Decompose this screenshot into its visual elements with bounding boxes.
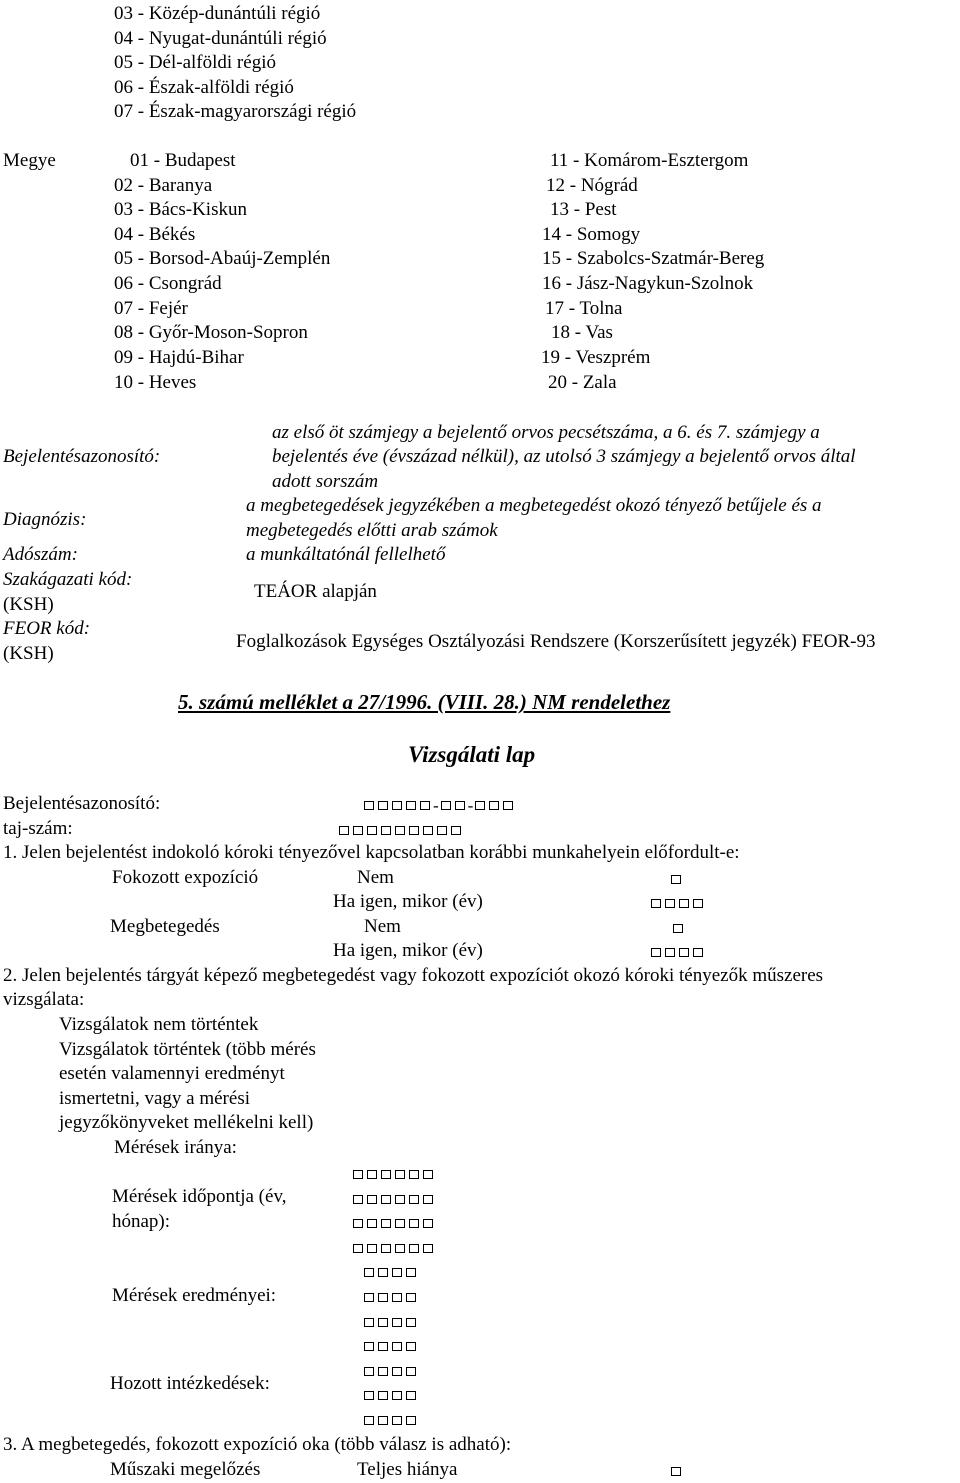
county-item: 02 - Baranya: [114, 175, 213, 196]
def-text: a megbetegedések jegyzékében a megbetegedést okozó tényező betűjele és a: [246, 495, 822, 516]
checkbox-cell[interactable]: [378, 801, 388, 810]
checkbox-cell[interactable]: [395, 1219, 405, 1228]
tortentek-label: ismertetni, vagy a mérési: [59, 1088, 250, 1109]
checkbox-cell[interactable]: [406, 1268, 416, 1277]
def-text: a munkáltatónál fellelhető: [246, 544, 446, 565]
county-item: 20 - Zala: [548, 372, 617, 393]
checkbox-cell[interactable]: [364, 801, 374, 810]
checkbox-cell[interactable]: [364, 1416, 374, 1425]
county-item: 10 - Heves: [114, 372, 197, 393]
separator-dash: -: [467, 796, 474, 816]
checkbox-cell[interactable]: [671, 875, 681, 884]
checkbox-cell[interactable]: [381, 1195, 391, 1204]
def-label: Szakágazati kód:: [3, 569, 133, 590]
meresek-eredmenyei-boxes[interactable]: [364, 1292, 420, 1302]
region-item: 05 - Dél-alföldi régió: [114, 52, 276, 73]
county-label: Megye: [3, 150, 56, 171]
checkbox-cell[interactable]: [392, 1391, 402, 1400]
checkbox-cell[interactable]: [409, 1195, 419, 1204]
checkbox-cell[interactable]: [437, 826, 447, 835]
checkbox-cell[interactable]: [392, 1367, 402, 1376]
county-item: 19 - Veszprém: [541, 347, 651, 368]
checkbox-cell[interactable]: [420, 801, 430, 810]
county-item: 11 - Komárom-Esztergom: [550, 150, 749, 171]
checkbox-cell[interactable]: [381, 826, 391, 835]
meresek-eredmenyei-boxes[interactable]: [364, 1267, 420, 1277]
checkbox-cell[interactable]: [406, 1416, 416, 1425]
checkbox-cell[interactable]: [475, 801, 485, 810]
meresek-eredmenyei-boxes[interactable]: [364, 1317, 420, 1327]
checkbox-cell[interactable]: [367, 1244, 377, 1253]
question-1: 1. Jelen bejelentést indokoló kóroki tényezővel kapcsolatban korábbi munkahelyein előfordult-e:: [3, 842, 740, 863]
nem-label: Nem: [364, 916, 401, 937]
region-item: 07 - Észak-magyarországi régió: [114, 101, 357, 122]
tortentek-label: esetén valamennyi eredményt: [59, 1063, 285, 1084]
meresek-eredmenyei-boxes[interactable]: [364, 1341, 420, 1351]
checkbox-cell[interactable]: [395, 1170, 405, 1179]
meresek-iranya-boxes[interactable]: [353, 1169, 437, 1179]
page-title: 5. számú melléklet a 27/1996. (VIII. 28.) NM rendelethez: [178, 690, 671, 714]
nem-tortentek-label: Vizsgálatok nem történtek: [59, 1014, 259, 1035]
checkbox-cell[interactable]: [381, 1244, 391, 1253]
megbetegedes-label: Megbetegedés: [110, 916, 220, 937]
checkbox-cell[interactable]: [409, 1219, 419, 1228]
meresek-idopontja-label: hónap):: [112, 1211, 171, 1232]
checkbox-cell[interactable]: [392, 1318, 402, 1327]
checkbox-cell[interactable]: [441, 801, 451, 810]
checkbox-cell[interactable]: [409, 1170, 419, 1179]
region-item: 03 - Közép-dunántúli régió: [114, 3, 321, 24]
checkbox-cell[interactable]: [423, 1170, 433, 1179]
def-label: FEOR kód:: [3, 618, 91, 639]
separator-dash: -: [433, 796, 439, 816]
county-item: 07 - Fejér: [114, 298, 188, 319]
checkbox-cell[interactable]: [679, 899, 689, 908]
checkbox-cell[interactable]: [353, 1244, 363, 1253]
checkbox-cell[interactable]: [406, 1293, 416, 1302]
checkbox-cell[interactable]: [665, 899, 675, 908]
teljes-hiany-box[interactable]: [671, 1466, 685, 1476]
checkbox-cell[interactable]: [395, 1244, 405, 1253]
def-label: (KSH): [3, 643, 54, 664]
checkbox-cell[interactable]: [353, 1170, 363, 1179]
fokozott-year-boxes[interactable]: [651, 898, 707, 908]
taj-boxes[interactable]: [339, 825, 465, 835]
nem-label: Nem: [357, 867, 394, 888]
page-subtitle: Vizsgálati lap: [408, 742, 536, 767]
checkbox-cell[interactable]: [651, 948, 661, 957]
meresek-idopontja-label: Mérések időpontja (év,: [112, 1186, 287, 1207]
checkbox-cell[interactable]: [392, 1342, 402, 1351]
checkbox-cell[interactable]: [392, 1293, 402, 1302]
def-text: megbetegedés előtti arab számok: [246, 520, 498, 541]
def-label: Diagnózis:: [3, 509, 87, 530]
checkbox-cell[interactable]: [364, 1342, 374, 1351]
checkbox-cell[interactable]: [406, 1391, 416, 1400]
checkbox-cell[interactable]: [406, 1342, 416, 1351]
county-item: 14 - Somogy: [542, 224, 641, 245]
county-item: 15 - Szabolcs-Szatmár-Bereg: [542, 248, 765, 269]
checkbox-cell[interactable]: [455, 801, 465, 810]
checkbox-cell[interactable]: [503, 801, 513, 810]
county-item: 16 - Jász-Nagykun-Szolnok: [542, 273, 754, 294]
checkbox-cell[interactable]: [364, 1293, 374, 1302]
county-item: 05 - Borsod-Abaúj-Zemplén: [114, 248, 331, 269]
checkbox-cell[interactable]: [406, 801, 416, 810]
checkbox-cell[interactable]: [395, 826, 405, 835]
hozott-boxes[interactable]: [364, 1366, 420, 1376]
muszaki-label: Műszaki megelőzés: [110, 1459, 261, 1480]
def-label: (KSH): [3, 594, 54, 615]
checkbox-cell[interactable]: [392, 1416, 402, 1425]
hozott-boxes[interactable]: [364, 1415, 420, 1425]
meresek-idopontja-boxes[interactable]: [353, 1194, 437, 1204]
checkbox-cell[interactable]: [451, 826, 461, 835]
checkbox-cell[interactable]: [651, 899, 661, 908]
county-item: 18 - Vas: [551, 322, 613, 343]
county-item: 13 - Pest: [550, 199, 617, 220]
checkbox-cell[interactable]: [364, 1268, 374, 1277]
county-item: 09 - Hajdú-Bihar: [114, 347, 244, 368]
checkbox-cell[interactable]: [693, 948, 703, 957]
checkbox-cell[interactable]: [665, 948, 675, 957]
region-item: 06 - Észak-alföldi régió: [114, 77, 294, 98]
checkbox-cell[interactable]: [406, 1367, 416, 1376]
def-text: Foglalkozások Egységes Osztályozási Rendszere (Korszerűsített jegyzék) FEOR-93: [236, 631, 876, 652]
def-text: az első öt számjegy a bejelentő orvos pecsétszáma, a 6. és 7. számjegy a: [272, 422, 820, 443]
meresek-idopontja-boxes[interactable]: [353, 1218, 437, 1228]
checkbox-cell[interactable]: [367, 1170, 377, 1179]
teljes-hiany-label: Teljes hiánya: [357, 1459, 458, 1480]
checkbox-cell[interactable]: [364, 1367, 374, 1376]
checkbox-cell[interactable]: [673, 924, 683, 933]
checkbox-cell[interactable]: [671, 1467, 681, 1476]
checkbox-cell[interactable]: [381, 1219, 391, 1228]
checkbox-cell[interactable]: [353, 826, 363, 835]
checkbox-cell[interactable]: [378, 1293, 388, 1302]
question-2-cont: vizsgálata:: [3, 989, 85, 1010]
checkbox-cell[interactable]: [423, 1195, 433, 1204]
county-item: 01 - Budapest: [130, 150, 236, 171]
checkbox-cell[interactable]: [423, 1219, 433, 1228]
meresek-idopontja-boxes[interactable]: [353, 1243, 437, 1253]
megbetegedes-year-boxes[interactable]: [651, 947, 707, 957]
county-item: 08 - Győr-Moson-Sopron: [114, 322, 308, 343]
checkbox-cell[interactable]: [679, 948, 689, 957]
checkbox-cell[interactable]: [378, 1391, 388, 1400]
bejelentes-boxes[interactable]: [364, 796, 517, 816]
ha-igen-label: Ha igen, mikor (év): [333, 940, 483, 961]
region-item: 04 - Nyugat-dunántúli régió: [114, 28, 327, 49]
checkbox-cell[interactable]: [489, 801, 499, 810]
def-label: Bejelentésazonosító:: [3, 446, 161, 467]
checkbox-cell[interactable]: [395, 1195, 405, 1204]
checkbox-cell[interactable]: [378, 1318, 388, 1327]
checkbox-cell[interactable]: [339, 826, 349, 835]
meresek-iranya-label: Mérések iránya:: [114, 1137, 237, 1158]
question-3: 3. A megbetegedés, fokozott expozíció oka (több válasz is adható):: [3, 1434, 512, 1455]
fokozott-label: Fokozott expozíció: [112, 867, 259, 888]
county-item: 03 - Bács-Kiskun: [114, 199, 247, 220]
tortentek-label: jegyzőkönyveket mellékelni kell): [59, 1112, 314, 1133]
taj-label: taj-szám:: [3, 818, 73, 839]
question-2: 2. Jelen bejelentés tárgyát képező megbetegedést vagy fokozott expozíciót okozó kóroki tényezők műszeres: [3, 965, 824, 986]
hozott-label: Hozott intézkedések:: [110, 1373, 270, 1394]
checkbox-cell[interactable]: [378, 1268, 388, 1277]
hozott-boxes[interactable]: [364, 1390, 420, 1400]
checkbox-cell[interactable]: [378, 1367, 388, 1376]
fokozott-nem-box[interactable]: [671, 874, 685, 884]
checkbox-cell[interactable]: [367, 1195, 377, 1204]
checkbox-cell[interactable]: [364, 1318, 374, 1327]
county-item: 04 - Békés: [114, 224, 196, 245]
def-text: TEÁOR alapján: [254, 581, 377, 602]
county-item: 06 - Csongrád: [114, 273, 222, 294]
checkbox-cell[interactable]: [409, 826, 419, 835]
meresek-eredmenyei-label: Mérések eredményei:: [112, 1285, 277, 1306]
checkbox-cell[interactable]: [353, 1219, 363, 1228]
checkbox-cell[interactable]: [392, 801, 402, 810]
def-text: bejelentés éve (évszázad nélkül), az utolsó 3 számjegy a bejelentő orvos által: [272, 446, 856, 467]
checkbox-cell[interactable]: [409, 1244, 419, 1253]
county-item: 12 - Nógrád: [546, 175, 638, 196]
checkbox-cell[interactable]: [693, 899, 703, 908]
def-label: Adószám:: [3, 544, 78, 565]
checkbox-cell[interactable]: [367, 1219, 377, 1228]
checkbox-cell[interactable]: [423, 826, 433, 835]
checkbox-cell[interactable]: [378, 1342, 388, 1351]
def-text: adott sorszám: [272, 471, 379, 492]
checkbox-cell[interactable]: [423, 1244, 433, 1253]
megbetegedes-nem-box[interactable]: [673, 923, 687, 933]
county-item: 17 - Tolna: [545, 298, 623, 319]
checkbox-cell[interactable]: [406, 1318, 416, 1327]
checkbox-cell[interactable]: [378, 1416, 388, 1425]
ha-igen-label: Ha igen, mikor (év): [333, 891, 483, 912]
checkbox-cell[interactable]: [392, 1268, 402, 1277]
bejelentes-label: Bejelentésazonosító:: [3, 793, 161, 814]
checkbox-cell[interactable]: [367, 826, 377, 835]
checkbox-cell[interactable]: [381, 1170, 391, 1179]
checkbox-cell[interactable]: [353, 1195, 363, 1204]
tortentek-label: Vizsgálatok történtek (több mérés: [59, 1039, 316, 1060]
checkbox-cell[interactable]: [364, 1391, 374, 1400]
